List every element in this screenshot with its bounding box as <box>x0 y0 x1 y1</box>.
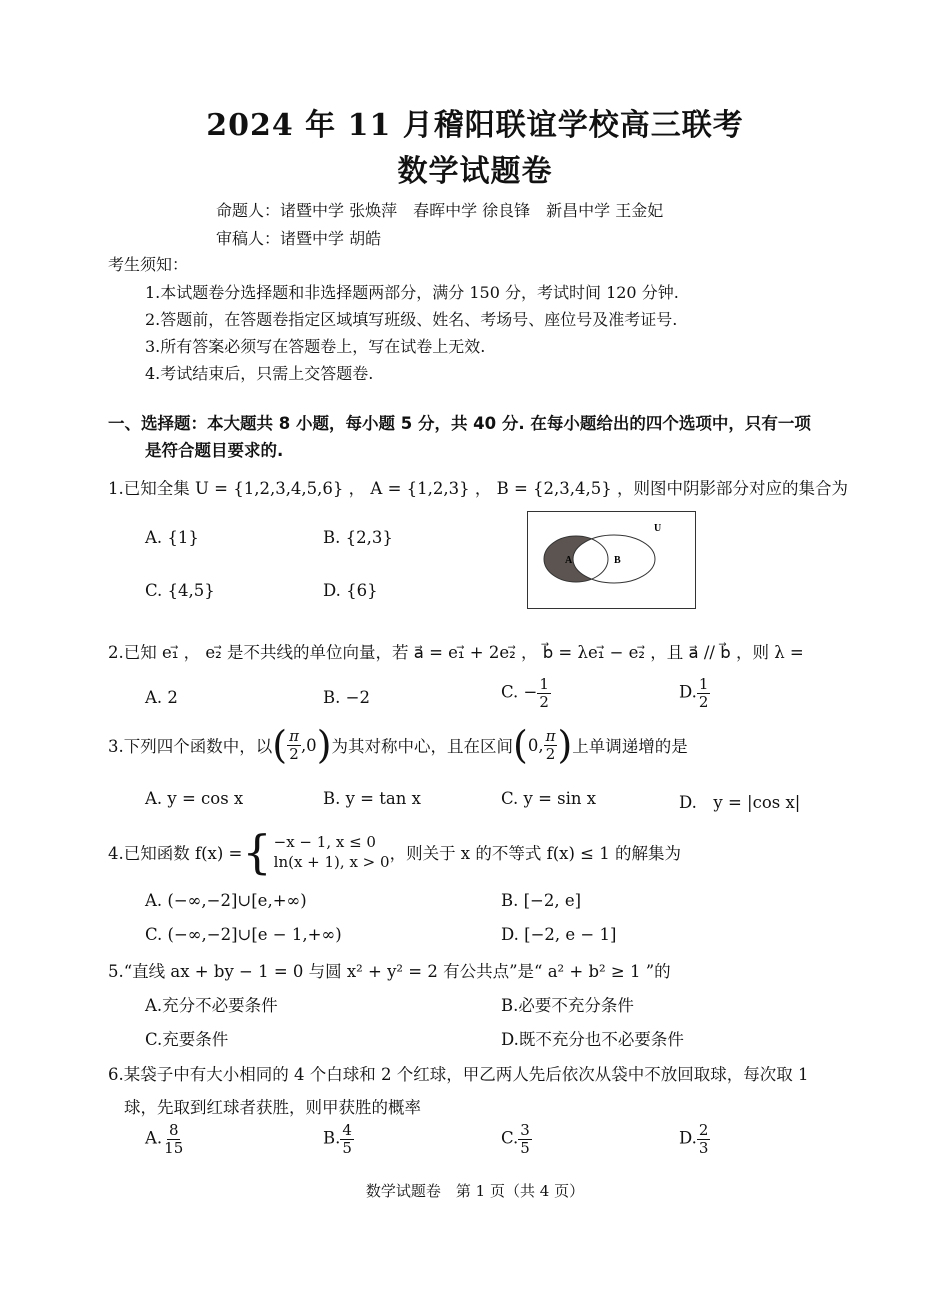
q5-option-a: A.充分不必要条件 <box>145 996 278 1015</box>
piece-2: ln(x + 1), x > 0 <box>273 853 390 871</box>
q4-option-b: B. [−2, e] <box>501 891 582 910</box>
question-5-stem: 5.“直线 ax + by − 1 = 0 与圆 x² + y² = 2 有公共点”是“ a² + b² ≥ 1 ”的 <box>108 962 671 981</box>
q2-option-b: B. −2 <box>323 688 370 707</box>
q4-option-d: D. [−2, e − 1] <box>501 925 617 944</box>
authors-line: 命题人：诸暨中学 张焕萍 春晖中学 徐良锋 新昌中学 王金妃 <box>216 201 664 220</box>
section-heading: 一、选择题：本大题共 8 小题，每小题 5 分，共 40 分. 在每小题给出的四个选项中，只有一项 <box>108 414 811 433</box>
q3-option-c: C. y = sin x <box>501 789 597 808</box>
q3-option-b: B. y = tan x <box>323 789 421 808</box>
venn-svg <box>528 512 695 608</box>
notice-item: 1.本试题卷分选择题和非选择题两部分，满分 150 分，考试时间 120 分钟. <box>145 283 679 302</box>
q1-option-c: C. {4,5} <box>145 581 215 600</box>
notice-item: 3.所有答案必须写在答题卷上，写在试卷上无效. <box>145 337 486 356</box>
q6-option-b: B. $\frac{4}{5}$ <box>323 1121 352 1157</box>
question-6-stem: 6.某袋子中有大小相同的 4 个白球和 2 个红球，甲乙两人先后依次从袋中不放回取球，每次取 1 <box>108 1065 809 1084</box>
q4-option-c: C. (−∞,−2]∪[e − 1,+∞) <box>145 925 342 944</box>
venn-label-a: A <box>565 555 573 566</box>
q5-option-b: B.必要不充分条件 <box>501 996 634 1015</box>
q3-option-a: A. y = cos x <box>145 789 244 808</box>
q2-option-c: C. − $\frac{1}{2}$ <box>501 675 549 711</box>
q2-option-d: D. $\frac{1}{2}$ <box>679 675 709 711</box>
q6-option-c: C. $\frac{3}{5}$ <box>501 1121 530 1157</box>
question-2-stem: 2.已知 e₁⃗ ， e₂⃗ 是不共线的单位向量，若 a⃗ = e₁⃗ + 2e₂⃗ ， b⃗ = λe₁⃗ − e₂⃗ ，且 a⃗ // b⃗ ，则 λ = <box>108 643 804 662</box>
q4-option-a: A. (−∞,−2]∪[e,+∞) <box>145 891 307 910</box>
q1-option-a: A. {1} <box>145 528 199 547</box>
question-6-stem-cont: 球，先取到红球者获胜，则甲获胜的概率 <box>124 1098 421 1117</box>
q5-option-c: C.充要条件 <box>145 1030 229 1049</box>
question-1-stem: 1.已知全集 U = {1,2,3,4,5,6} ， A = {1,2,3} ， B = {2,3,4,5} ，则图中阴影部分对应的集合为 <box>108 479 849 498</box>
exam-title: 2024 年 11 月稽阳联谊学校高三联考 <box>206 108 744 143</box>
exam-subtitle: 数学试题卷 <box>397 154 553 189</box>
q6-option-d: D. $\frac{2}{3}$ <box>679 1121 709 1157</box>
notice-heading: 考生须知： <box>108 255 189 274</box>
notice-item: 4.考试结束后，只需上交答题卷. <box>145 364 374 383</box>
q1-option-d: D. {6} <box>323 581 378 600</box>
notice-item: 2.答题前，在答题卷指定区域填写班级、姓名、考场号、座位号及准考证号. <box>145 310 678 329</box>
reviewer-line: 审稿人：诸暨中学 胡皓 <box>216 229 382 248</box>
venn-diagram <box>527 511 696 609</box>
q5-option-d: D.既不充分也不必要条件 <box>501 1030 684 1049</box>
piece-1: −x − 1, x ≤ 0 <box>273 832 376 851</box>
venn-label-u: U <box>654 523 662 534</box>
question-3-stem: 3.下列四个函数中，以 ( $\frac{\pi}{2}$ ,0 ) 为其对称中心，且在区间 ( 0, $\frac{\pi}{2}$ ) 上单调递增的是 <box>108 723 688 767</box>
q3-option-d: D. y = |cos x| <box>679 793 801 812</box>
venn-label-b: B <box>614 555 621 566</box>
q1-option-b: B. {2,3} <box>323 528 393 547</box>
section-heading-cont: 是符合题目要求的. <box>145 441 284 460</box>
q2-option-a: A. 2 <box>145 688 178 707</box>
page-footer: 数学试题卷 第 1 页（共 4 页） <box>365 1182 585 1200</box>
question-4-stem: 4.已知函数 f(x) = { −x − 1, x ≤ 0 ln(x + 1), x > 0 ，则关于 x 的不等式 f(x) ≤ 1 的解集为 <box>108 825 681 879</box>
q6-option-a: A. $\frac{8}{15}$ <box>145 1121 184 1157</box>
